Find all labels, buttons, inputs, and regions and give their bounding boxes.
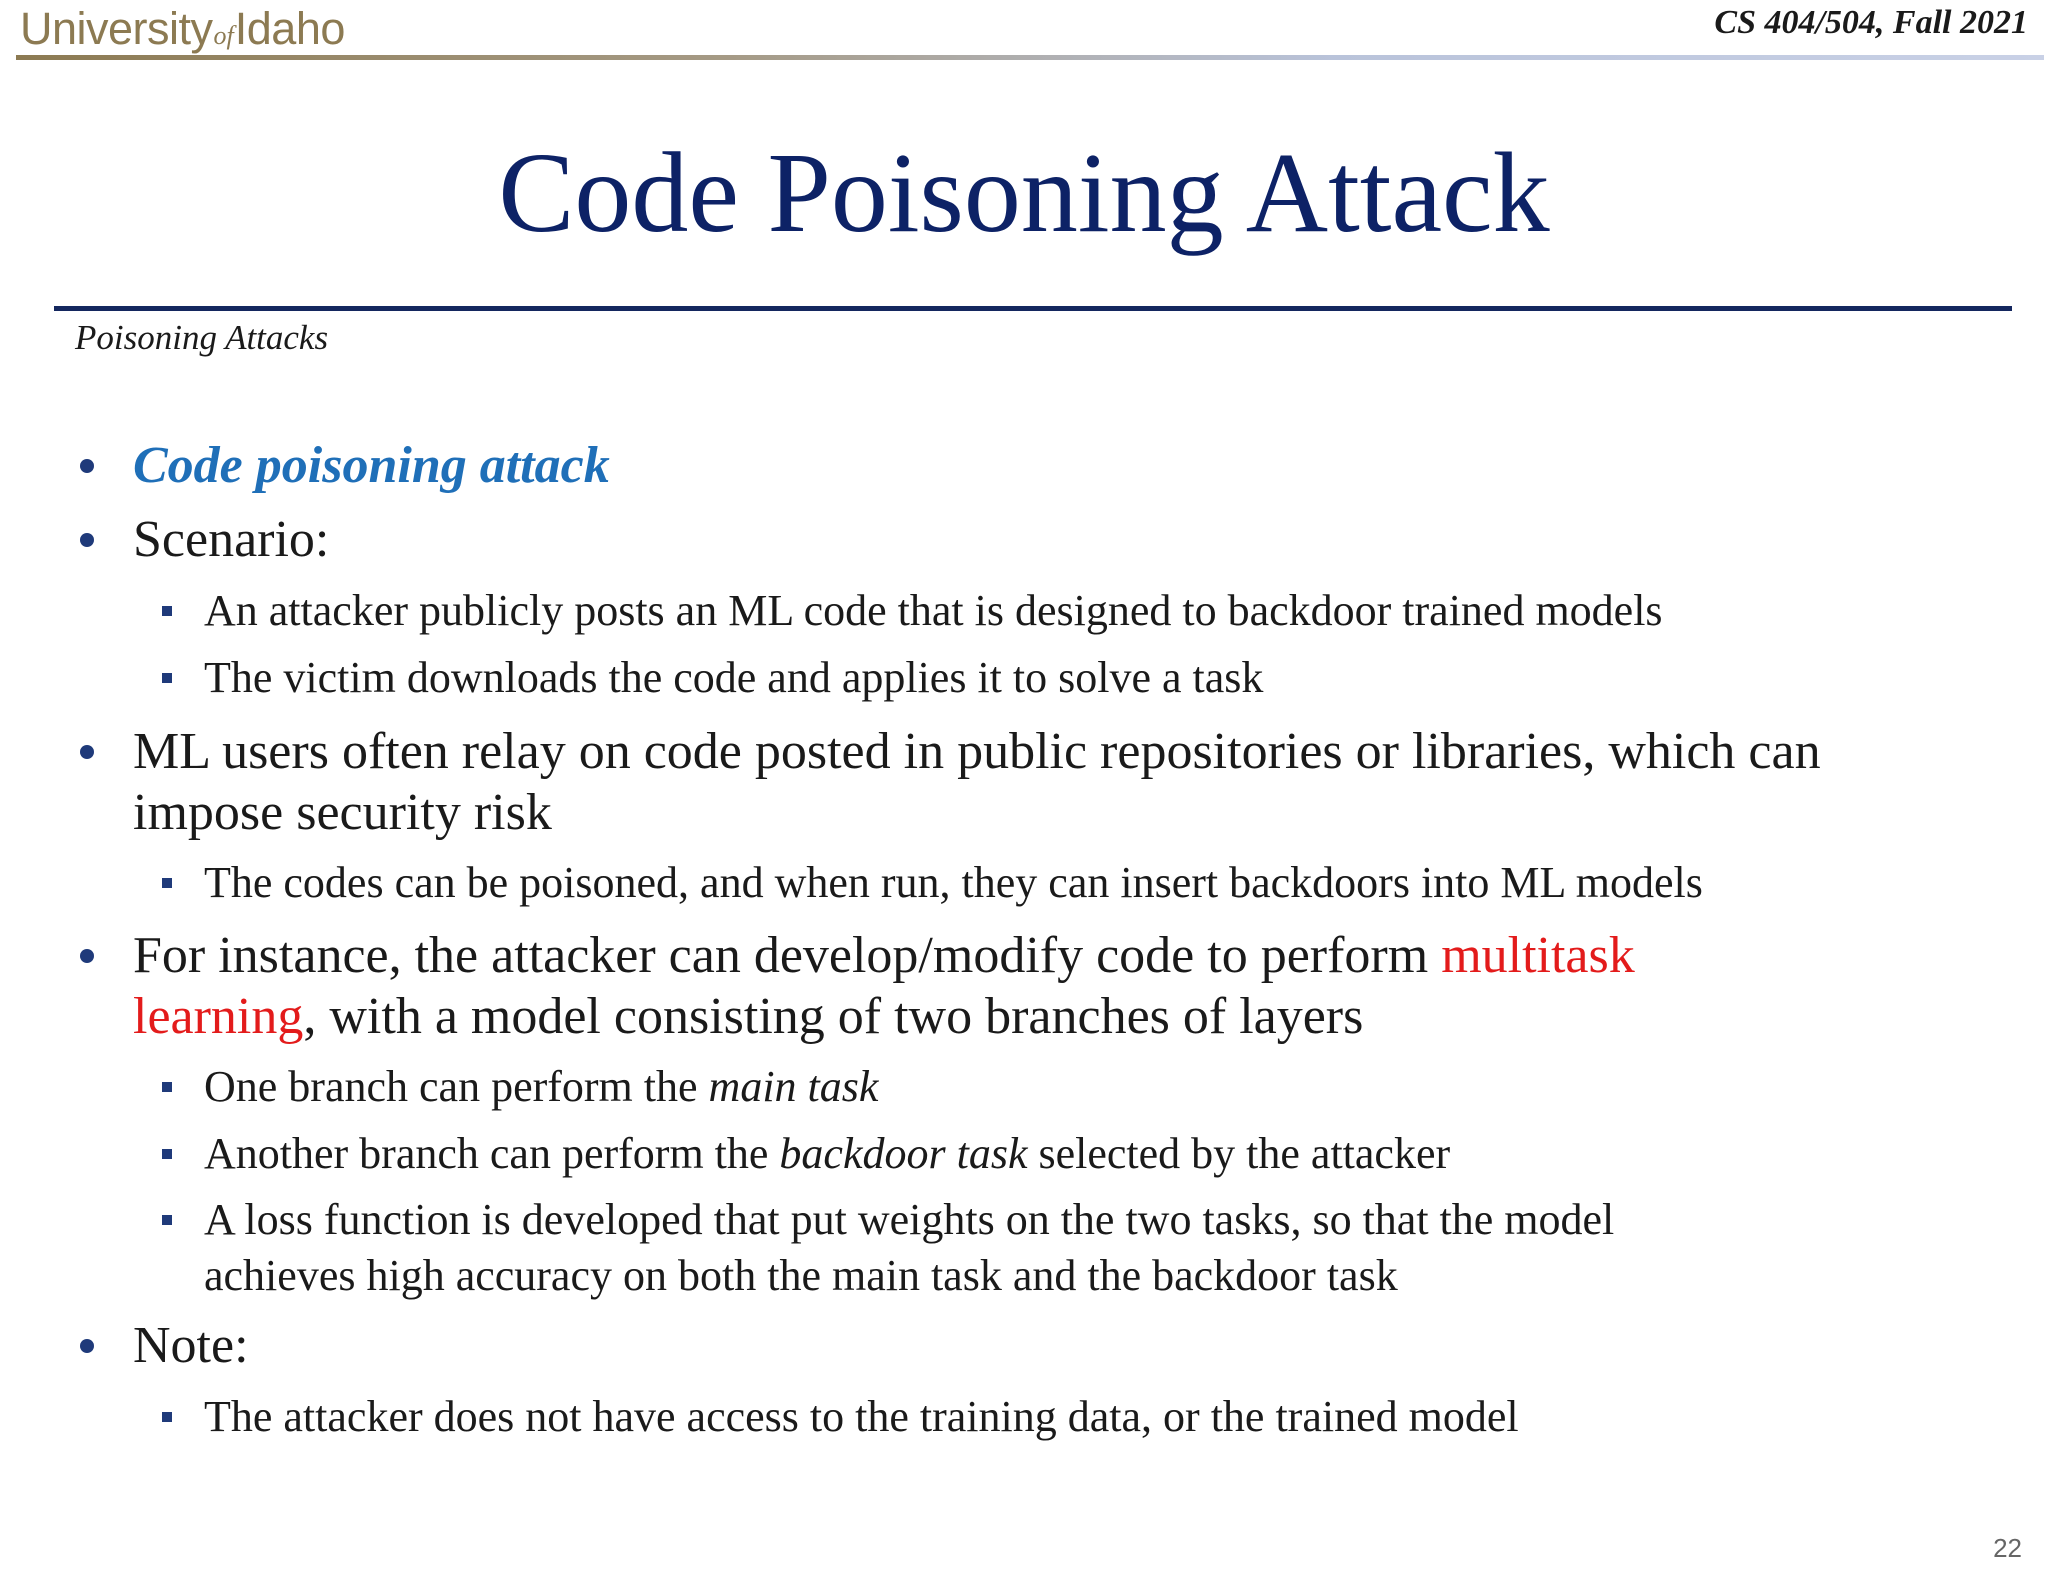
highlight-learning: learning (133, 988, 304, 1045)
bullet-dot (80, 745, 94, 759)
sub-bullet-main-branch (204, 1059, 878, 1115)
course-label: CS 404/504, Fall 2021 (1714, 4, 2028, 41)
bullet-square (162, 1082, 172, 1092)
university-logo (20, 3, 345, 54)
bullet-scenario: Scenario: (133, 511, 330, 568)
sub-bullet-no-access: The attacker does not have access to the training data, or the trained model (204, 1392, 1519, 1441)
sub-bullet-backdoor-branch (204, 1126, 1450, 1182)
bullet-square (162, 1149, 172, 1159)
italic-backdoor-task: backdoor task (779, 1129, 1028, 1178)
bullet-dot (80, 949, 94, 963)
bullet-square (162, 1215, 172, 1225)
title-divider (54, 306, 2012, 311)
bullet-for-instance-line2 (133, 986, 1363, 1048)
highlight-multitask: multitask (1441, 927, 1635, 984)
text-segment: selected by the attacker (1027, 1129, 1451, 1178)
logo-idaho-text: Idaho (234, 3, 345, 54)
sub-bullet-loss-function-line1: A loss function is developed that put weights on the two tasks, so that the model (204, 1195, 1615, 1244)
bullet-ml-users-line1: ML users often relay on code posted in public repositories or libraries, which can (133, 723, 1821, 780)
bullet-dot (80, 1339, 94, 1353)
text-segment: One branch can perform the (204, 1062, 709, 1111)
slide-title: Code Poisoning Attack (498, 129, 1550, 256)
page-number: 22 (1993, 1533, 2022, 1563)
sub-bullet-attacker-posts: An attacker publicly posts an ML code that is designed to backdoor trained models (204, 586, 1663, 635)
bullet-square (162, 606, 172, 616)
sub-bullet-victim-downloads: The victim downloads the code and applies it to solve a task (204, 653, 1264, 702)
bullet-square (162, 673, 172, 683)
section-label: Poisoning Attacks (75, 318, 329, 357)
text-segment: , with a model consisting of two branches of layers (303, 988, 1364, 1045)
bullet-ml-users-line2: impose security risk (133, 784, 552, 841)
text-segment: For instance, the attacker can develop/modify code to perform (133, 927, 1442, 984)
bullet-code-poisoning: Code poisoning attack (133, 437, 610, 494)
bullet-square (162, 878, 172, 888)
header-divider (16, 55, 2044, 60)
bullet-note: Note: (133, 1317, 249, 1374)
bullet-dot (80, 533, 94, 547)
sub-bullet-codes-poisoned: The codes can be poisoned, and when run, they can insert backdoors into ML models (204, 858, 1703, 907)
sub-bullet-loss-function-line2: achieves high accuracy on both the main task and the backdoor task (204, 1251, 1398, 1300)
italic-main-task: main task (708, 1062, 879, 1111)
bullet-square (162, 1412, 172, 1422)
logo-university-text: University (20, 3, 213, 54)
bullet-dot (80, 459, 94, 473)
text-segment: Another branch can perform the (204, 1129, 780, 1178)
bullet-for-instance-line1 (133, 925, 1635, 987)
logo-of-text: of (213, 21, 234, 50)
